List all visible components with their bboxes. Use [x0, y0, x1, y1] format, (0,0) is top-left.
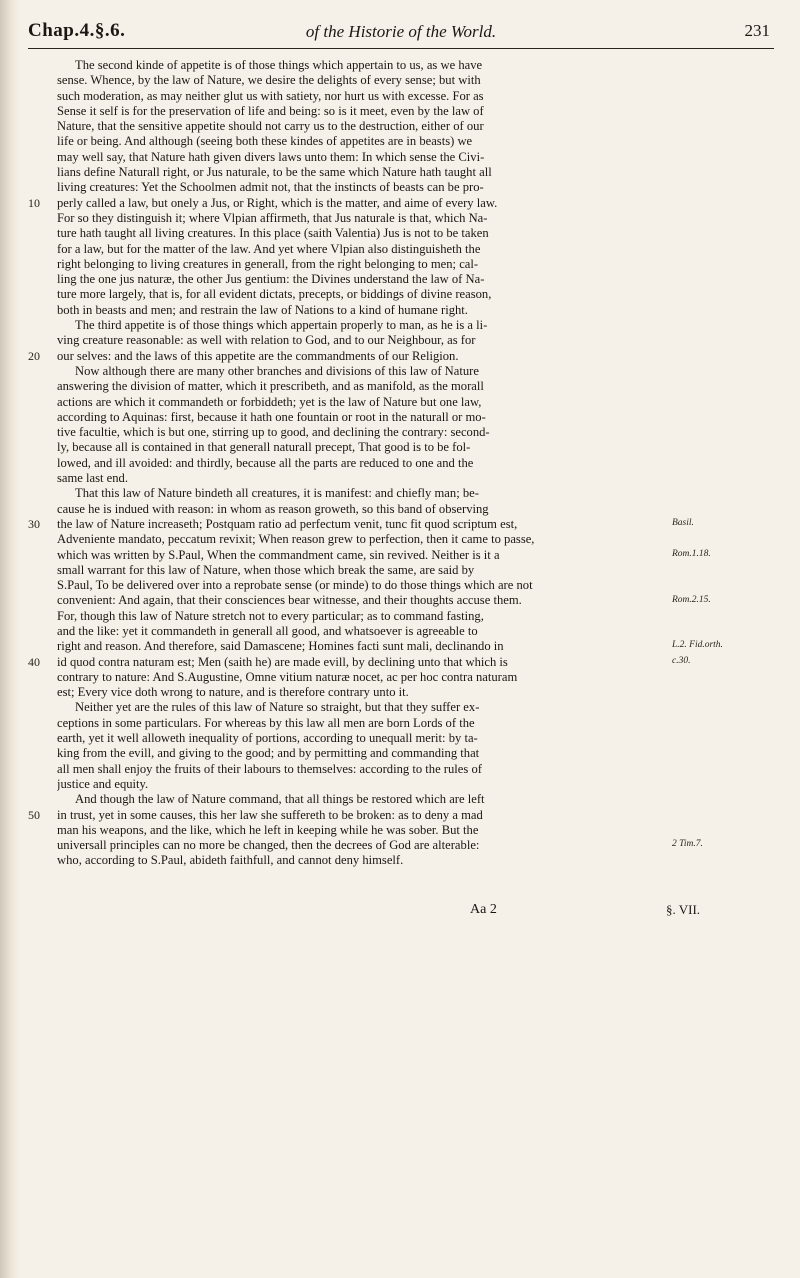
text-line: king from the evill, and giving to the good; and by permitting and commanding that — [57, 746, 480, 761]
text-line: lians define Naturall right, or Jus naturale, to be the same which Nature hath taught all — [57, 165, 492, 180]
margin-note: Basil. — [672, 518, 694, 528]
text-line: Sense it self is for the preservation of life and being: so is it meet, even by the law of — [57, 103, 484, 118]
text-line: Now although there are many other branches and divisions of this law of Nature — [75, 363, 479, 378]
margin-note: c.30. — [672, 655, 691, 666]
text-line: justice and equity. — [57, 776, 149, 791]
text-line: and the like: yet it commandeth in generall all good, and whatsoever is agreeable to — [57, 623, 478, 638]
text-line: perly called a law, but onely a Jus, or Right, which is the matter, and aime of every law. — [57, 195, 498, 210]
body-text — [57, 58, 667, 869]
text-line: life or being. And although (seeing both these kindes of appetites are in beasts) we — [57, 134, 473, 149]
gutter-shadow — [0, 0, 20, 1278]
line-number: 20 — [28, 348, 40, 363]
running-header — [28, 18, 774, 49]
catchword: §. VII. — [666, 902, 701, 917]
text-line: small warrant for this law of Nature, when those which break the same, are said by — [57, 562, 475, 577]
margin-note: Rom.2.15. — [672, 594, 711, 605]
text-line: right belonging to living creatures in generall, from the right belonging to men; cal- — [57, 256, 479, 271]
page-number: 231 — [744, 21, 770, 40]
text-line: right and reason. And therefore, said Damascene; Homines facti sunt mali, declinando in — [57, 639, 504, 654]
margin-note: L.2. Fid.orth. — [672, 640, 723, 651]
text-line: ceptions in some particulars. For whereas by this law all men are born Lords of the — [57, 715, 475, 730]
text-line: ly, because all is contained in that generall naturall precept, That good is to be fol- — [57, 440, 471, 455]
text-line: cause he is indued with reason: in whom as reason groweth, so this band of observing — [57, 501, 489, 516]
text-line: such moderation, as may neither glut us with satiety, nor hurt us with excesse. For as — [57, 88, 484, 103]
text-line: Adveniente mandato, peccatum revixit; When reason grew to perfection, then it came to passe, — [57, 532, 535, 547]
text-line: ture hath taught all living creatures. In this place (saith Valentia) Jus is not to be taken — [57, 226, 489, 241]
text-line: id quod contra naturam est; Men (saith he) are made evill, by declining unto that which is — [57, 654, 508, 669]
text-line: our selves: and the laws of this appetite are the commandments of our Religion. — [57, 348, 459, 363]
text-line: For so they distinguish it; where Vlpian affirmeth, that Jus naturale is that, which Na- — [57, 210, 488, 225]
text-line: universall principles can no more be changed, then the decrees of God are alterable: — [57, 838, 480, 853]
line-number: 30 — [28, 517, 40, 531]
text-line: answering the division of matter, which it prescribeth, and as manifold, as the morall — [57, 379, 484, 394]
text-line: contrary to nature: And S.Augustine, Omne vitium naturæ nocet, ac per hoc contra naturam — [57, 669, 518, 684]
text-line: actions are which it commandeth or forbiddeth; yet is the law of Nature but one law, — [57, 394, 482, 409]
text-line: For, though this law of Nature stretch not to every particular; as to command fasting, — [57, 608, 484, 623]
text-line: sense. Whence, by the law of Nature, we desire the delights of every sense; but with — [57, 73, 481, 88]
text-line: tive facultie, which is but one, stirring up to good, and declining the contrary: second- — [57, 425, 490, 440]
margin-note: 2 Tim.7. — [672, 839, 703, 850]
text-line: The second kinde of appetite is of those things which appertain to us, as we have — [75, 58, 483, 72]
chapter-reference: Chap.4.§.6. — [28, 20, 126, 41]
text-line: the law of Nature increaseth; Postquam ratio ad perfectum venit, tunc fit quod scriptum est, — [57, 516, 518, 531]
text-line: in trust, yet in some causes, this her law she suffereth to be broken: as to deny a mad — [57, 807, 483, 822]
line-number: 10 — [28, 195, 40, 210]
margin-note: Rom.1.18. — [672, 548, 711, 559]
text-line: ling the one jus naturæ, the other Jus gentium: the Divines understand the law of Na- — [57, 272, 485, 287]
text-line: may well say, that Nature hath given divers laws unto them: In which sense the Civi- — [57, 149, 485, 164]
text-line: for a law, but for the matter of the law. And yet where Vlpian also distinguisheth the — [57, 241, 481, 256]
text-line: all men shall enjoy the fruits of their labours to themselves: according to the rules of — [57, 761, 482, 776]
text-line: And though the law of Nature command, that all things be restored which are left — [75, 792, 485, 807]
text-line: ving creature reasonable: as well with relation to God, and to our Neighbour, as for — [57, 333, 476, 348]
text-line: earth, yet it well alloweth inequality of portions, according to unequall merit: by ta- — [57, 731, 478, 746]
line-number: 50 — [28, 807, 40, 822]
text-line: S.Paul, To be delivered over into a reprobate sense (or minde) to do those things which are not — [57, 578, 533, 593]
text-line: man his weapons, and the like, which he left in keeping while he was sober. But the — [57, 822, 479, 837]
text-line: Nature, that the sensitive appetite should not carry us to the destruction, either of our — [57, 119, 484, 134]
text-line: The third appetite is of those things which appertain properly to man, as he is a li- — [75, 318, 488, 333]
text-line: which was written by S.Paul, When the commandment came, sin revived. Neither is it a — [57, 547, 500, 562]
text-line: That this law of Nature bindeth all creatures, it is manifest: and chiefly man; be- — [75, 486, 479, 501]
text-line: est; Every vice doth wrong to nature, and is therefore contrary unto it. — [57, 685, 409, 700]
signature-mark: Aa 2 — [470, 902, 497, 917]
text-line: who, according to S.Paul, abideth faithfull, and cannot deny himself. — [57, 853, 404, 868]
text-line: same last end. — [57, 471, 128, 486]
line-number: 40 — [28, 654, 40, 669]
text-line: living creatures: Yet the Schoolmen admit not, that the instincts of beasts can be pro- — [57, 180, 484, 195]
running-title: of the Historie of the World. — [305, 22, 497, 41]
text-line: Neither yet are the rules of this law of Nature so straight, but that they suffer ex- — [75, 700, 480, 715]
text-line: ture more largely, that is, for all evident dictats, precepts, or biddings of divine reason, — [57, 287, 492, 302]
text-line: convenient: And again, that their consciences bear witnesse, and their thoughts accuse them. — [57, 593, 522, 608]
text-line: both in beasts and men; and restrain the law of Nations to a kind of humane right. — [57, 302, 468, 317]
text-line: according to Aquinas: first, because it hath one fountain or root in the naturall or mo- — [57, 409, 486, 424]
text-line: lowed, and ill avoided: and thirdly, because all the parts are reduced to one and the — [57, 455, 474, 470]
